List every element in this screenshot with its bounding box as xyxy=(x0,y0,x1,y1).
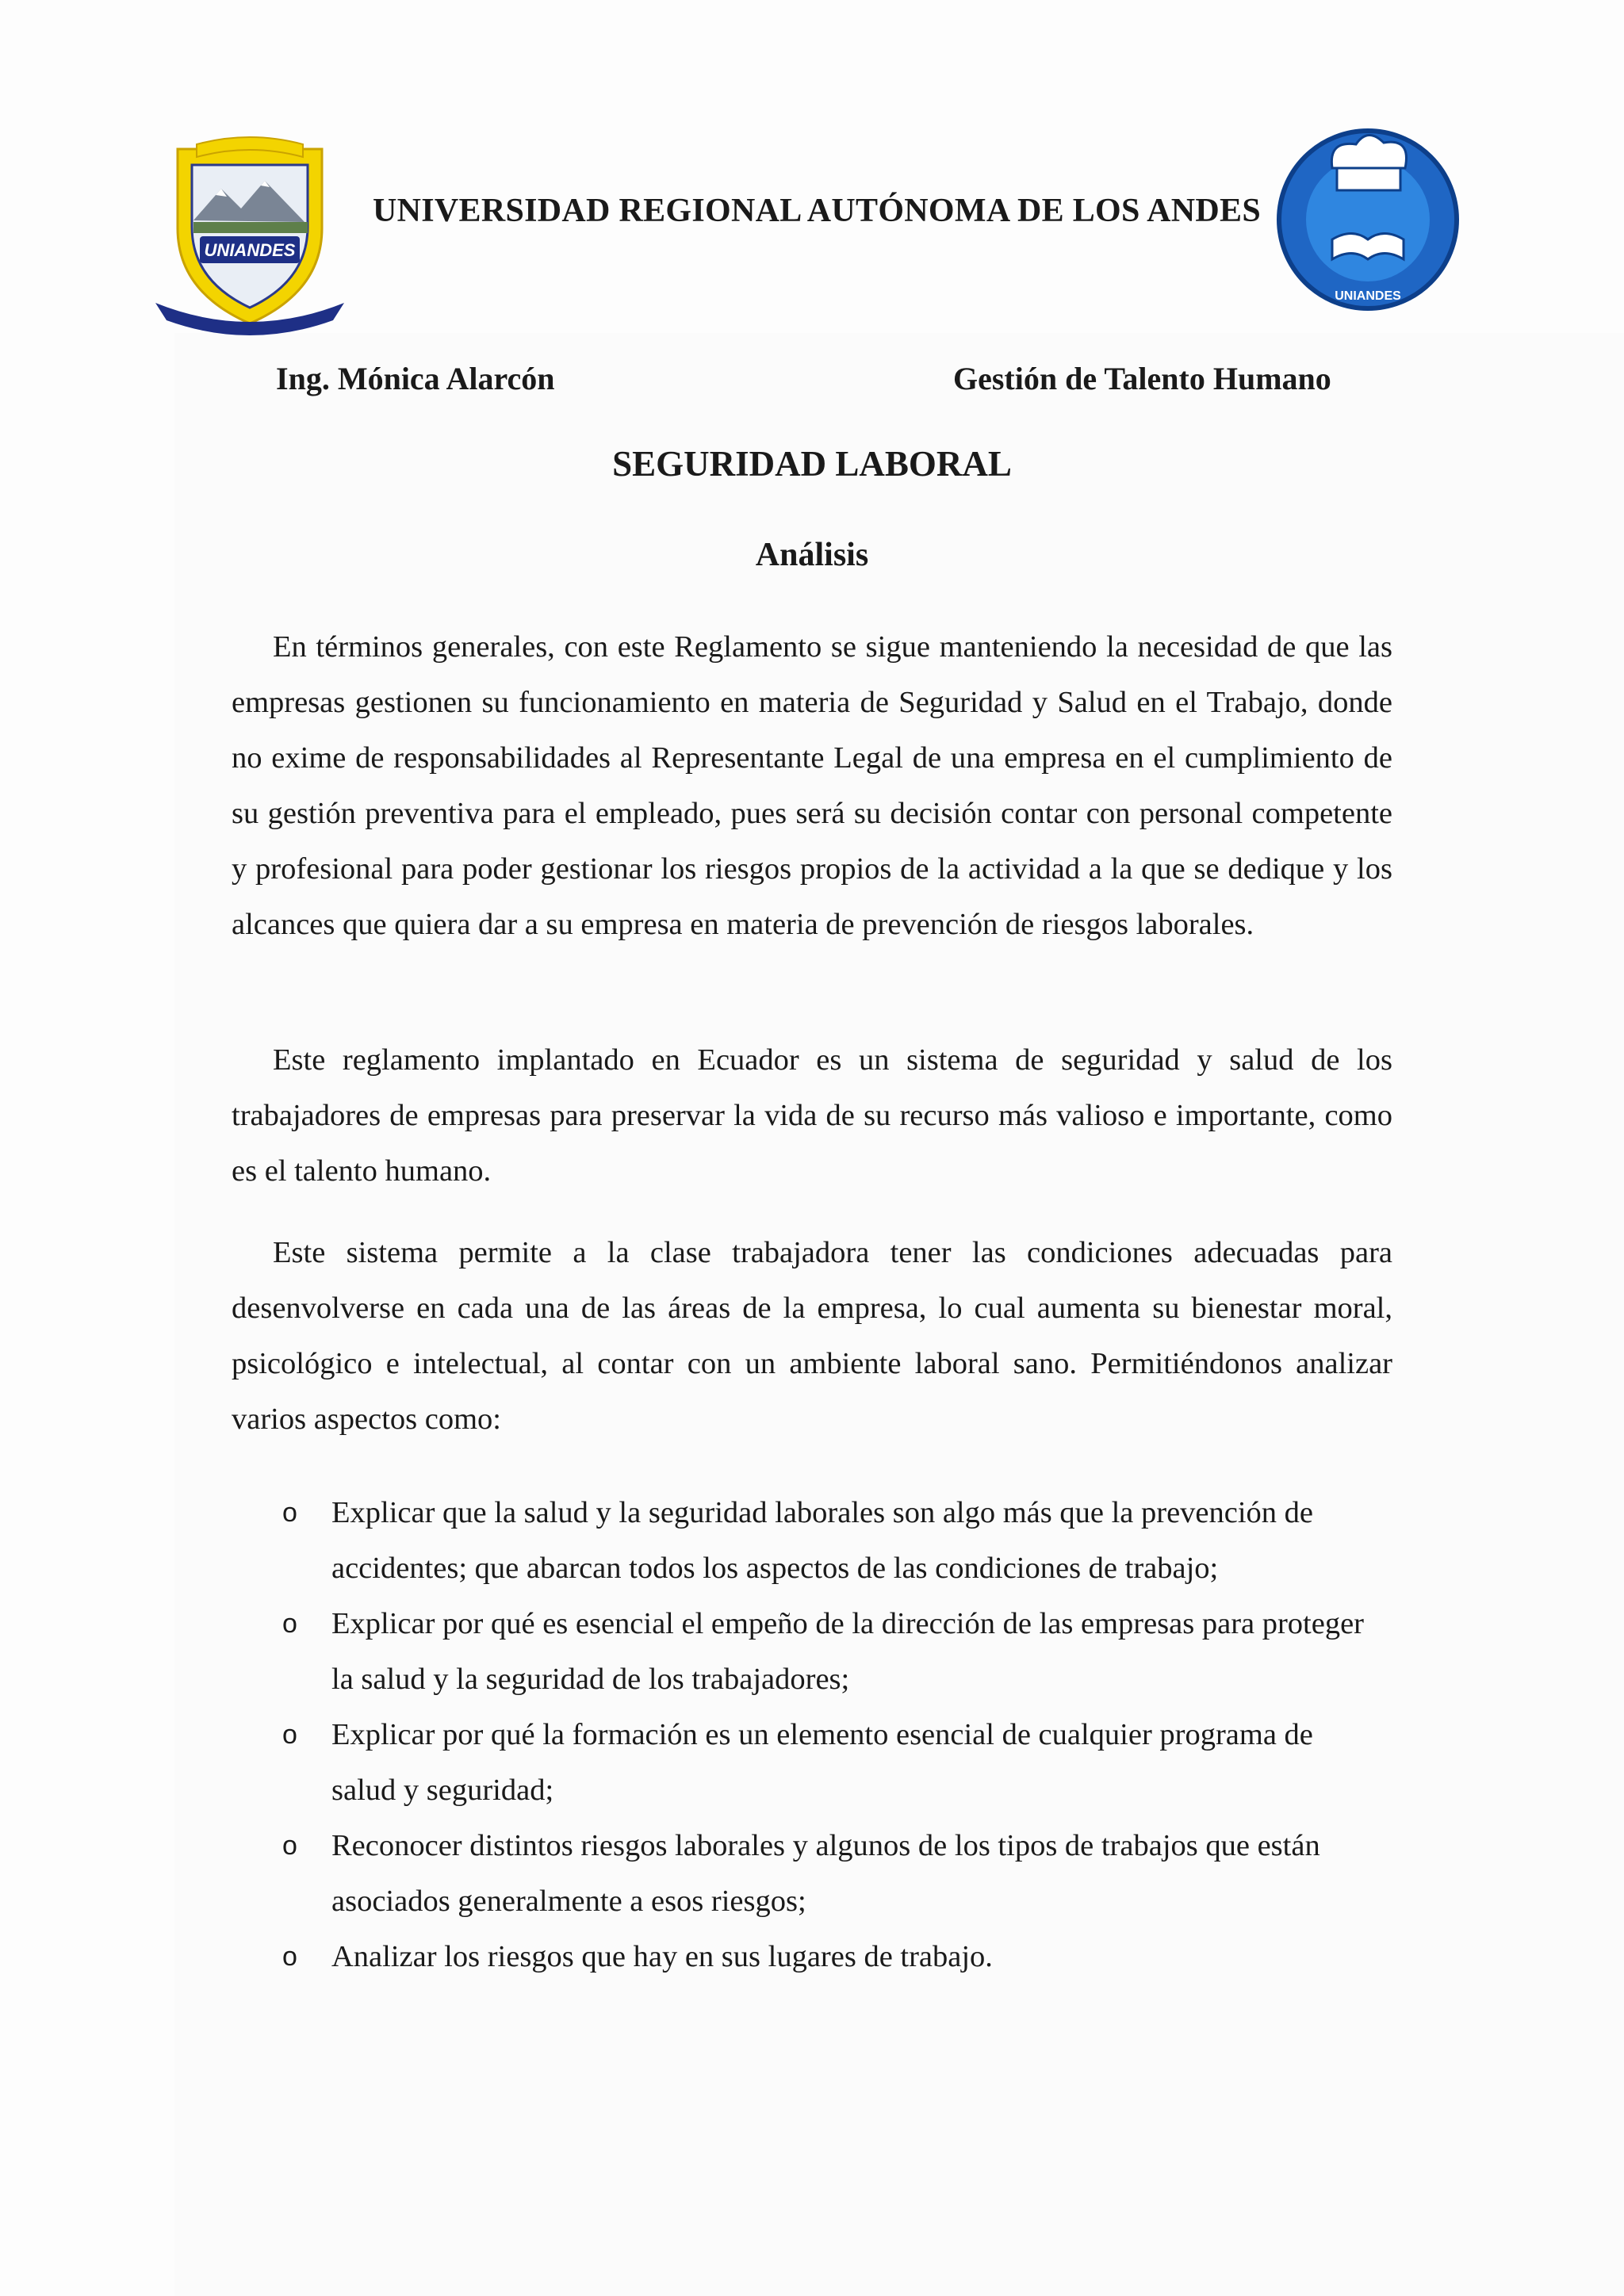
list-item-text: Explicar que la salud y la seguridad laborales son algo más que la prevención de accidentes; que abarcan todos los aspectos de las condiciones de trabajo; xyxy=(331,1496,1313,1585)
course-name: Gestión de Talento Humano xyxy=(953,361,1331,396)
bullet-marker: o xyxy=(282,1720,297,1750)
paragraph: En términos generales, con este Reglamento se sigue manteniendo la necesidad de que las empresas gestionen su funcionamiento en materia de Seguridad y Salud en el Trabajo, donde no exime de responsabilidades al Representante Legal de una empresa en el cumplimiento de su gestión preventiva para el empleado, pues será su decisión contar con personal competente y profesional para poder gestionar los riesgos propios de la actividad a la que se dedique y los alcances que quiera dar a su empresa en materia de prevención de riesgos laborales. xyxy=(232,630,1392,941)
list-item-text: Explicar por qué la formación es un elemento esencial de cualquier programa de salud y seguridad; xyxy=(331,1718,1313,1807)
document-title: SEGURIDAD LABORAL xyxy=(612,444,1012,484)
emblem-label: UNIANDES xyxy=(1335,289,1401,303)
paragraph: Este sistema permite a la clase trabajadora tener las condiciones adecuadas para desenvolverse en cada una de las áreas de la empresa, lo cual aumenta su bienestar moral, psicológico e intelectual, al contar con un ambiente laboral sano. Permitiéndonos analizar varios aspectos como: xyxy=(232,1236,1392,1436)
chef-hat-icon xyxy=(1269,121,1467,319)
list-item-text: Analizar los riesgos que hay en sus lugares de trabajo. xyxy=(331,1940,993,1973)
chef-school-logo xyxy=(1269,121,1467,319)
section-heading: Análisis xyxy=(755,537,869,573)
crest-label: UNIANDES xyxy=(204,240,296,260)
university-name: UNIVERSIDAD REGIONAL AUTÓNOMA DE LOS ANDES xyxy=(373,193,1261,229)
list-item xyxy=(0,1818,1378,1929)
bullet-marker: o xyxy=(282,1831,297,1861)
bullet-marker: o xyxy=(282,1498,297,1528)
list-item xyxy=(0,1929,1378,1984)
aspects-list xyxy=(0,1485,1624,1984)
list-item-text: Explicar por qué es esencial el empeño de la dirección de las empresas para proteger la salud y la seguridad de los trabajadores; xyxy=(331,1607,1364,1696)
list-item xyxy=(0,1596,1378,1707)
uniandes-crest-logo xyxy=(146,133,354,341)
bullet-marker: o xyxy=(282,1942,297,1972)
paragraph: Este reglamento implantado en Ecuador es un sistema de seguridad y salud de los trabajadores de empresas para preservar la vida de su recurso más valioso e importante, como es el talento humano. xyxy=(232,1043,1392,1188)
bullet-marker: o xyxy=(282,1609,297,1639)
list-item xyxy=(0,1707,1378,1818)
crest-icon xyxy=(146,133,354,341)
list-item-text: Reconocer distintos riesgos laborales y algunos de los tipos de trabajos que están asociados generalmente a esos riesgos; xyxy=(331,1829,1320,1918)
teacher-name: Ing. Mónica Alarcón xyxy=(276,361,555,396)
list-item xyxy=(0,1485,1378,1596)
